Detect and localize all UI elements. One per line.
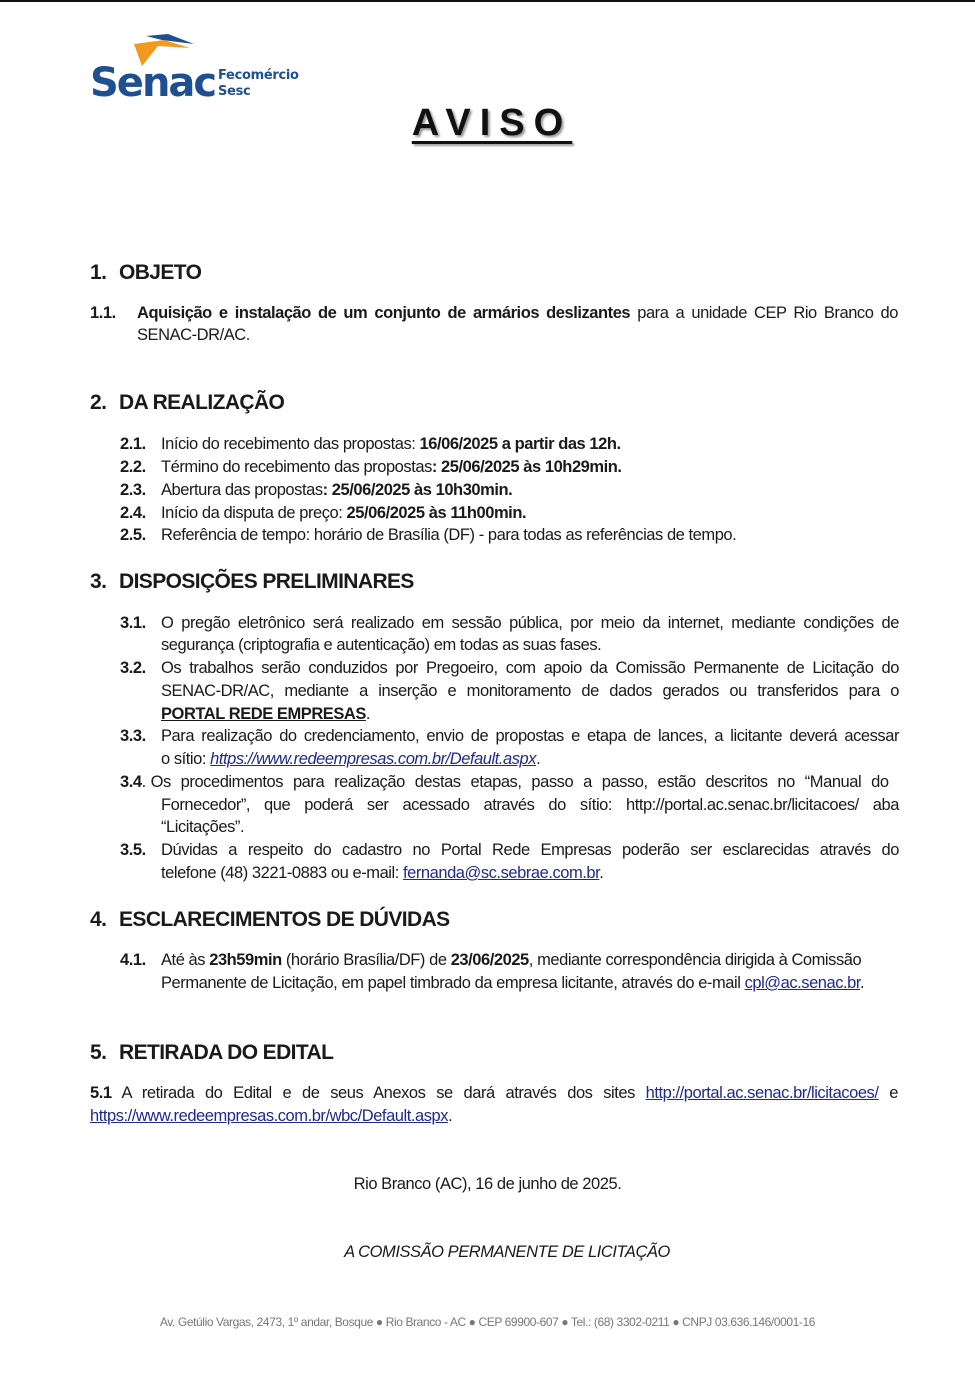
item-2-2	[120, 456, 622, 478]
item-3-2-cont: SENAC-DR/AC, mediante a inserção e monitoramento de dados gerados ou transferidos para o	[161, 682, 899, 700]
top-border	[0, 0, 975, 2]
item-number: 3.3.	[120, 727, 146, 745]
item-2-5	[120, 524, 736, 546]
item-3-1	[120, 612, 899, 634]
item-number: 3.4	[120, 773, 142, 791]
heading-number: 4.	[90, 908, 107, 931]
heading-number: 3.	[90, 570, 107, 593]
item-text: A retirada do Edital e de seus Anexos se dará através dos sites	[111, 1084, 646, 1102]
item-3-4	[120, 771, 889, 793]
item-number: 2.1.	[120, 435, 146, 453]
item-text: o sítio:	[161, 750, 211, 768]
item-text: Até às	[161, 951, 210, 969]
heading-text: ESCLARECIMENTOS DE DÚVIDAS	[119, 908, 450, 931]
item-3-4-cont: Fornecedor”, que poderá ser acessado através do sítio: http://portal.ac.senac.br/licitacoes/ aba	[161, 796, 899, 814]
portal-rede-empresas: PORTAL REDE EMPRESAS	[161, 705, 366, 723]
item-text: telefone (48) 3221-0883 ou e-mail:	[161, 864, 403, 882]
footer-address: Av. Getúlio Vargas, 2473, 1º andar, Bosque ● Rio Branco - AC ● CEP 69900-607 ● Tel.: (68) 3302-0211 ● CNPJ 03.636.146/0001-16	[159, 1315, 816, 1329]
item-text: Término do recebimento das propostas	[161, 458, 432, 476]
item-text: Início do recebimento das propostas:	[161, 435, 420, 453]
item-text: Permanente de Licitação, em papel timbrado da empresa licitante, através do e-mail	[161, 974, 745, 992]
item-number: 5.1	[90, 1084, 112, 1102]
item-3-3-cont	[161, 748, 540, 770]
heading-number: 5.	[90, 1041, 107, 1064]
item-3-5-cont	[161, 862, 603, 884]
heading-number: 1.	[90, 261, 107, 284]
logo-sub-sesc: Sesc	[218, 84, 251, 99]
period: .	[860, 974, 865, 992]
item-3-4-cont2: “Licitações”.	[161, 818, 245, 836]
item-bold: Aquisição e instalação de um conjunto de armários deslizantes	[137, 304, 631, 322]
portal-licitacoes-link[interactable]: http://portal.ac.senac.br/licitacoes/	[645, 1084, 879, 1102]
signature: A COMISSÃO PERMANENTE DE LICITAÇÃO	[344, 1243, 670, 1261]
item-3-2-cont2	[161, 703, 370, 725]
section-heading-objeto	[90, 261, 201, 285]
item-number: 2.4.	[120, 504, 146, 522]
period: .	[448, 1107, 453, 1125]
item-number: 4.1.	[120, 951, 146, 969]
item-3-3	[120, 725, 899, 747]
heading-text: RETIRADA DO EDITAL	[119, 1041, 334, 1064]
item-2-4	[120, 502, 526, 524]
item-number: 3.1.	[120, 614, 146, 632]
item-text: , mediante correspondência dirigida à Comissão	[528, 951, 862, 969]
item-bold-time: 23h59min	[209, 951, 282, 969]
place-date: Rio Branco (AC), 16 de junho de 2025.	[353, 1175, 622, 1193]
heading-text: DISPOSIÇÕES PRELIMINARES	[119, 570, 414, 593]
item-text: Para realização do credenciamento, envio de propostas e etapa de lances, a licitante deverá acessar	[161, 727, 899, 745]
item-1-1-cont: SENAC-DR/AC.	[137, 326, 250, 344]
redeempresas-wbc-link[interactable]: https://www.redeempresas.com.br/wbc/Default.aspx	[90, 1107, 449, 1125]
period: .	[599, 864, 604, 882]
item-bold: : 25/06/2025 às 10h30min.	[322, 481, 513, 499]
page-title: AVISO	[411, 102, 573, 144]
item-bold-date: 23/06/2025	[450, 951, 529, 969]
item-number: 3.5.	[120, 841, 146, 859]
senac-logo	[88, 30, 308, 105]
item-text: Dúvidas a respeito do cadastro no Portal Rede Empresas poderão ser esclarecidas através do	[161, 841, 899, 859]
logo-sub-fecomercio: Fecomércio	[218, 68, 299, 83]
item-3-2	[120, 657, 899, 679]
section-heading-realizacao	[90, 391, 284, 415]
item-2-3	[120, 479, 512, 501]
item-4-1-cont	[161, 972, 864, 994]
item-bold: 16/06/2025 a partir das 12h.	[419, 435, 621, 453]
item-text: Referência de tempo: horário de Brasília (DF) - para todas as referências de tempo.	[161, 526, 737, 544]
item-5-1-cont	[90, 1105, 452, 1127]
item-text: Os procedimentos para realização destas etapas, passo a passo, estão descritos no “Manual do	[150, 773, 889, 791]
item-number: 3.2.	[120, 659, 146, 677]
redeempresas-link[interactable]: https://www.redeempresas.com.br/Default.aspx	[210, 750, 537, 768]
period: .	[365, 705, 371, 723]
cpl-email-link[interactable]: cpl@ac.senac.br	[744, 974, 861, 992]
item-number: 2.3.	[120, 481, 146, 499]
item-3-1-cont: segurança (criptografia e autenticação) em todas as suas fases.	[161, 636, 602, 654]
item-text: (horário Brasília/DF) de	[281, 951, 451, 969]
logo-brand: Senac	[90, 60, 216, 106]
item-number: 2.2.	[120, 458, 146, 476]
item-text: Os trabalhos serão conduzidos por Pregoeiro, com apoio da Comissão Permanente de Licitação do	[161, 659, 899, 677]
item-number-dot: .	[141, 773, 146, 791]
item-number: 2.5.	[120, 526, 146, 544]
period: .	[536, 750, 541, 768]
item-5-1	[90, 1082, 898, 1104]
item-text: Início da disputa de preço:	[161, 504, 347, 522]
heading-number: 2.	[90, 391, 107, 414]
section-heading-retirada	[90, 1041, 333, 1065]
item-number: 1.1.	[90, 304, 116, 322]
item-text: O pregão eletrônico será realizado em sessão pública, por meio da internet, mediante condições de	[161, 614, 899, 632]
item-1-1	[90, 302, 898, 324]
fernanda-email-link[interactable]: fernanda@sc.sebrae.com.br	[403, 864, 600, 882]
heading-text: DA REALIZAÇÃO	[119, 391, 285, 414]
heading-text: OBJETO	[119, 261, 202, 284]
item-text: e	[878, 1084, 898, 1102]
item-2-1	[120, 433, 621, 455]
page-title-wrap	[0, 102, 975, 145]
item-4-1	[120, 949, 861, 971]
item-bold: 25/06/2025 às 11h00min.	[346, 504, 527, 522]
item-text: Abertura das propostas	[161, 481, 323, 499]
item-3-5	[120, 839, 899, 861]
section-heading-disposicoes	[90, 570, 414, 594]
section-heading-esclarecimentos	[90, 908, 450, 932]
item-bold: : 25/06/2025 às 10h29min.	[431, 458, 622, 476]
item-text: para a unidade CEP Rio Branco do	[630, 304, 898, 322]
